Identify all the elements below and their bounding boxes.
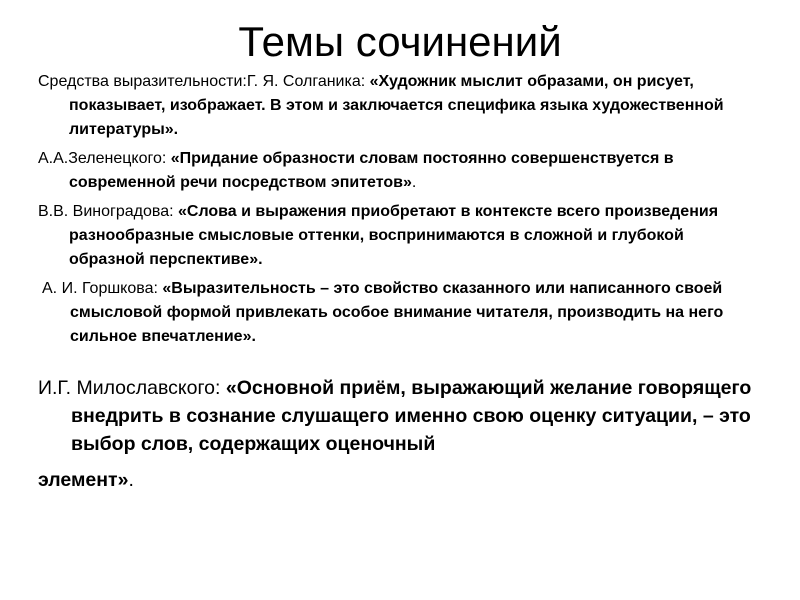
quote-citation: «Придание образности словам постоянно совершенствуется в современной речи посредством эпитетов»	[69, 150, 674, 191]
quote-author: Средства выразительности:Г. Я. Солганика:	[38, 73, 370, 90]
quote-solganik	[38, 70, 763, 142]
quote-end-punctuation: .	[128, 469, 134, 491]
quote-citation: «Слова и выражения приобретают в контексте всего произведения разнообразные смысловые оттенки, воспринимаются в сложной и глубокой образной перспективе».	[69, 203, 719, 268]
quote-citation: «Выразительность – это свойство сказанного или написанного своей смысловой формой привлекать особое внимание читателя, производить на него сильное впечатление».	[70, 280, 724, 345]
quote-vinogradov	[38, 200, 763, 272]
quote-gorshkov	[38, 277, 763, 349]
quote-author: В.В. Виноградова:	[38, 203, 178, 220]
quote-author: И.Г. Милославского:	[38, 377, 226, 399]
quote-author: А. И. Горшкова:	[42, 280, 163, 297]
slide-title: Темы сочинений	[238, 18, 562, 65]
quote-zelenetsky	[38, 147, 763, 195]
quote-citation: «Основной приём, выражающий желание говорящего внедрить в сознание слушащего именно свою оценку ситуации, – это выбор слов, содержащих оценочный	[71, 377, 752, 455]
quote-tail	[38, 466, 763, 494]
quote-citation: «Художник мыслит образами, он рисует, показывает, изображает. В этом и заключается специфика языка художественной литературы».	[69, 73, 724, 138]
quote-miloslavsky	[38, 374, 763, 494]
quote-end-punctuation: .	[411, 174, 417, 191]
quote-list	[38, 70, 763, 499]
quote-citation-tail: элемент»	[38, 469, 129, 491]
quote-author: А.А.Зеленецкого:	[38, 150, 171, 167]
